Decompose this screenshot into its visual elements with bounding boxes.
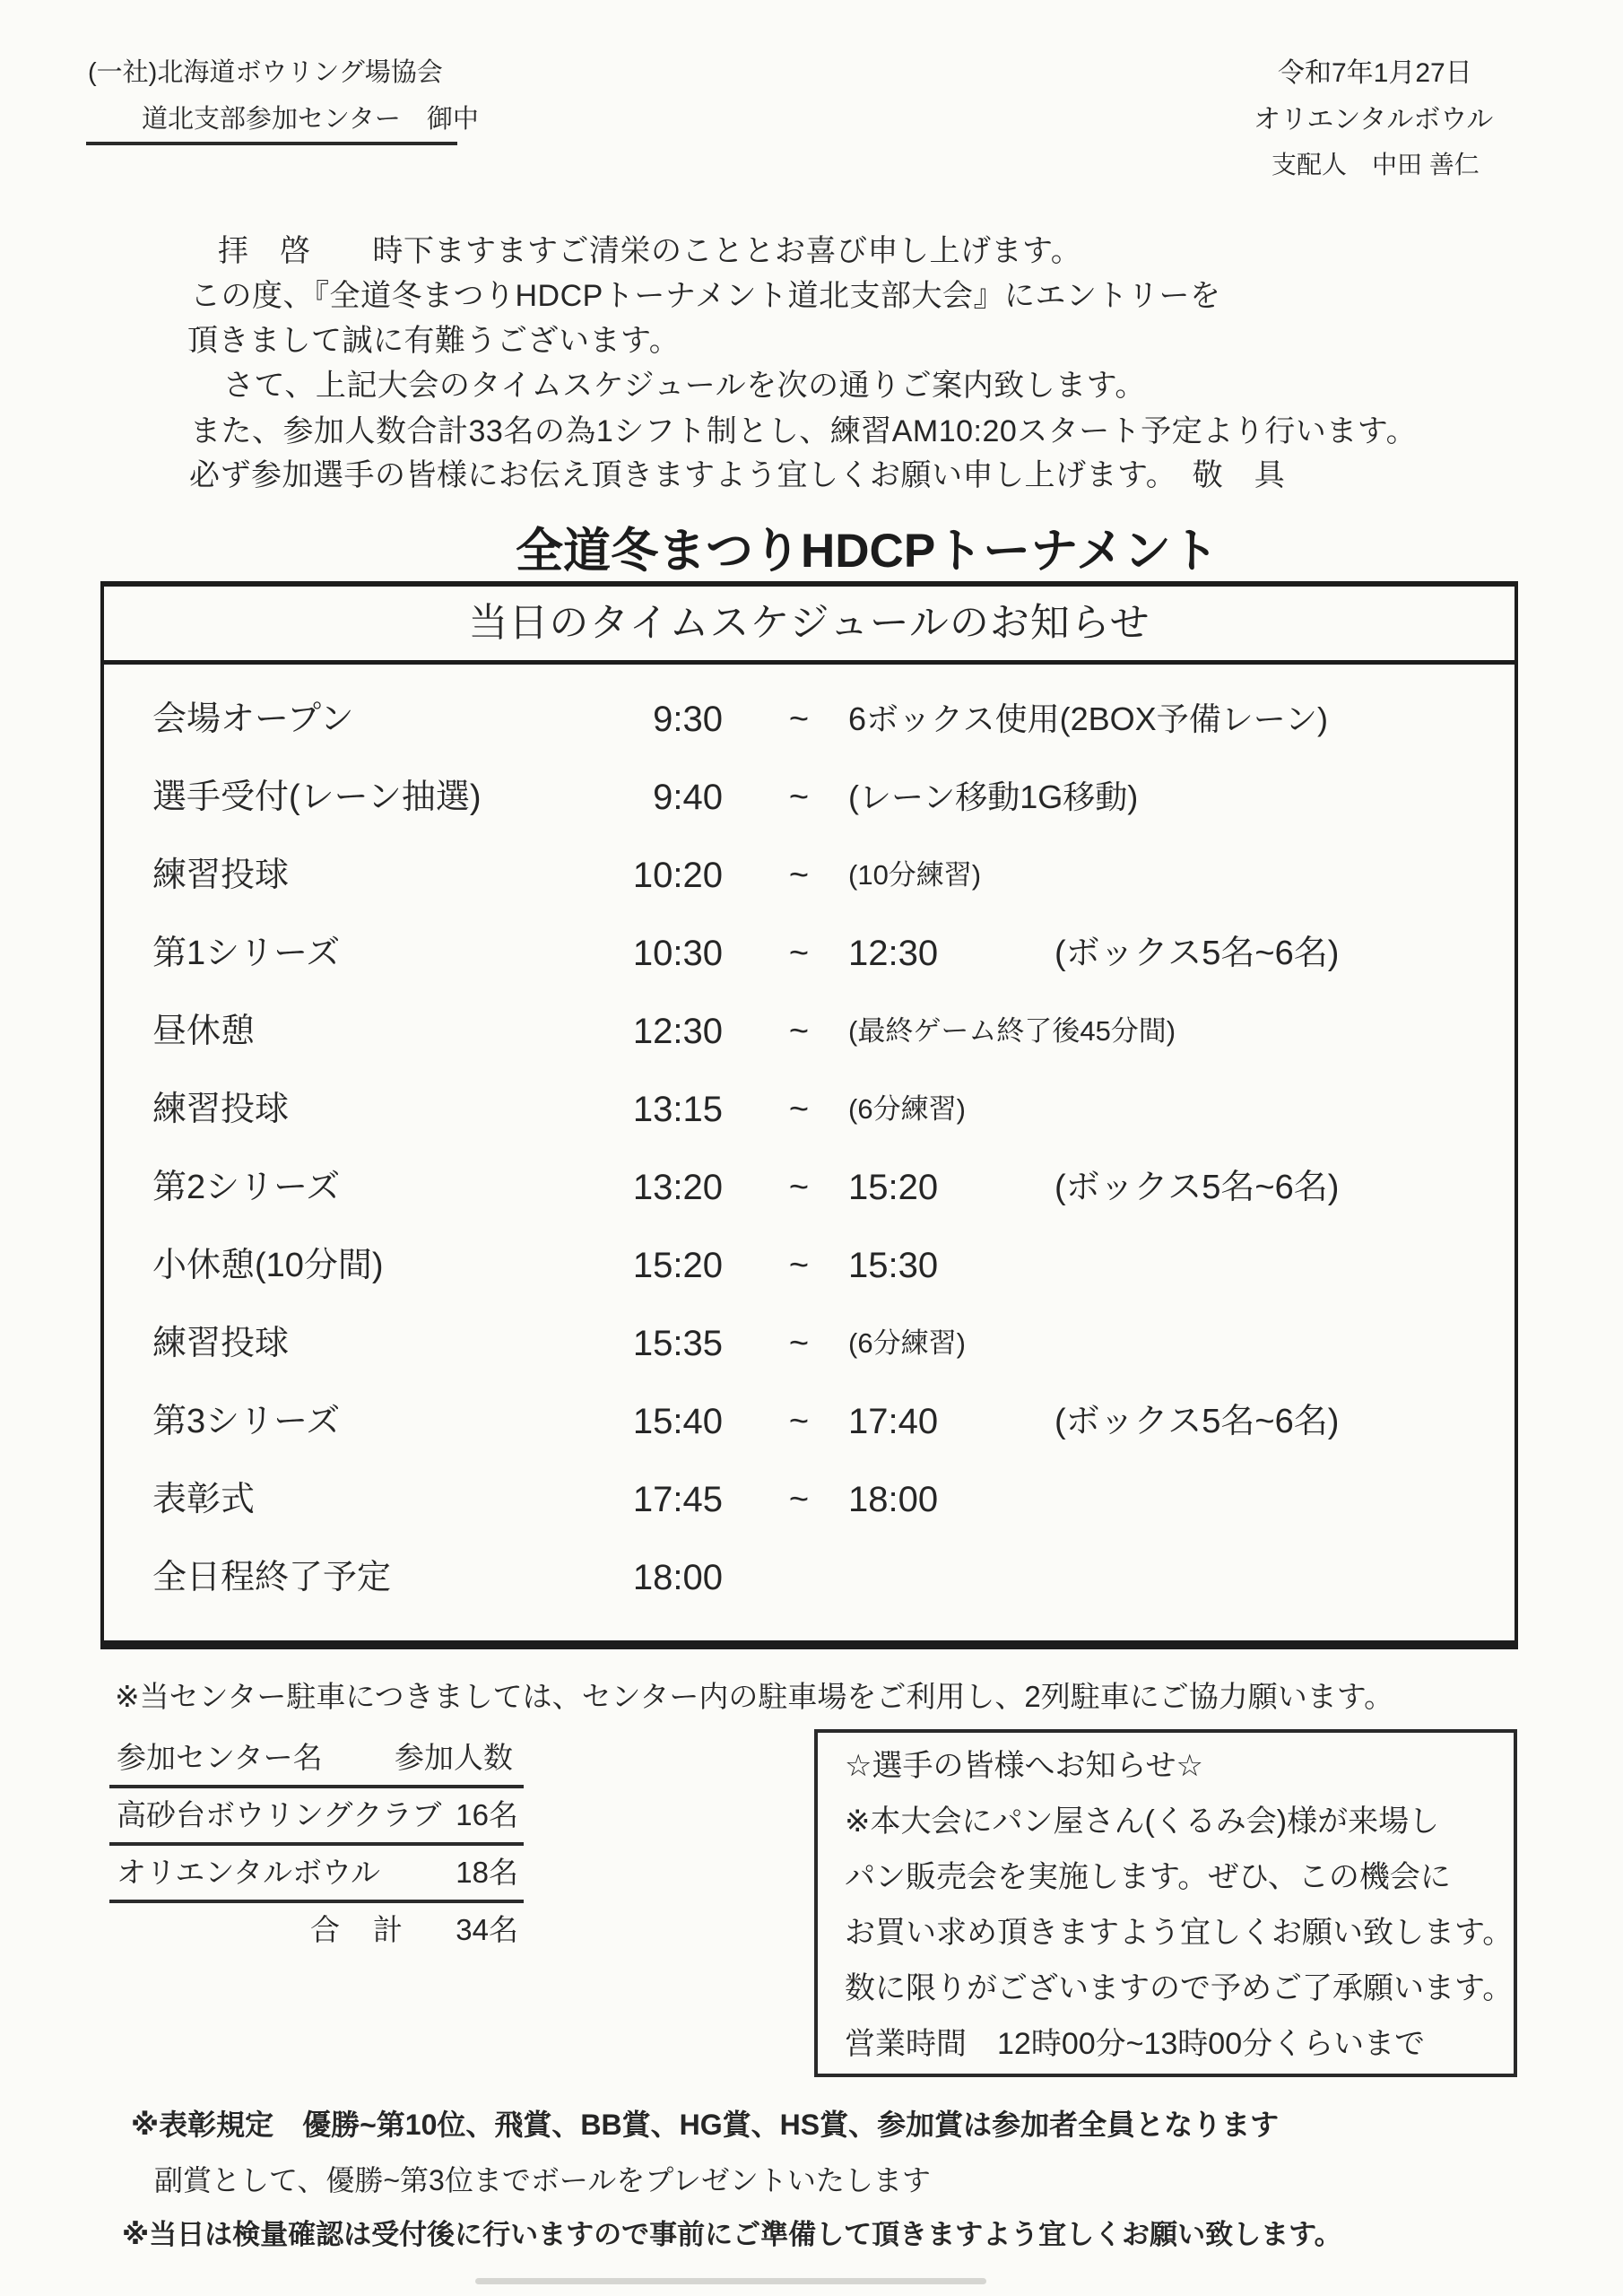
participants-row [109, 1846, 524, 1903]
schedule-label: 第1シリーズ [152, 935, 341, 972]
recipient-underline [86, 142, 457, 145]
notice-line: 数に限りがございますので予めご了承願います。 [845, 1971, 1514, 2005]
notice-business-hours: 営業時間 12時00分~13時00分くらいまで [845, 2027, 1426, 2061]
extra-prize-note: 副賞として、優勝~第3位までボールをプレゼントいたします [154, 2164, 931, 2196]
schedule-label: 全日程終了予定 [152, 1559, 392, 1596]
schedule-start-time: 13:20 [632, 1168, 723, 1207]
schedule-label: 表彰式 [152, 1481, 256, 1518]
schedule-row [104, 1166, 1515, 1209]
notice-line: パン販売会を実施します。ぜひ、この機会に [845, 1860, 1451, 1894]
schedule-row [104, 1322, 1515, 1365]
schedule-box-note: (ボックス5名~6名) [1055, 1403, 1340, 1440]
schedule-start-time: 10:30 [632, 934, 723, 973]
schedule-note: (レーン移動1G移動) [848, 778, 1139, 815]
players-notice-box [814, 1729, 1517, 2077]
scan-smudge-artifact [475, 2278, 986, 2284]
center-name: オリエンタルボウル [117, 1856, 381, 1889]
participants-table [109, 1731, 524, 1957]
schedule-label: 選手受付(レーン抽選) [152, 778, 482, 816]
schedule-label: 第3シリーズ [152, 1403, 341, 1440]
letter-line-1: 拝 啓 時下ますますご清栄のこととお喜び申し上げます。 [218, 234, 1082, 268]
schedule-label: 練習投球 [152, 1091, 290, 1128]
schedule-note: (最終ゲーム終了後45分間) [848, 1015, 1176, 1047]
participants-header-row [109, 1731, 524, 1788]
schedule-end-time: 15:30 [848, 1246, 939, 1285]
schedule-label: 小休憩(10分間) [152, 1247, 384, 1284]
schedule-note: (10分練習) [848, 859, 982, 891]
schedule-start-time: 18:00 [632, 1558, 723, 1597]
tilde-symbol: ~ [788, 1403, 810, 1440]
schedule-start-time: 9:40 [653, 778, 723, 817]
tilde-symbol: ~ [788, 700, 810, 738]
schedule-row [104, 776, 1515, 819]
tilde-symbol: ~ [788, 1169, 810, 1206]
notice-line: ※本大会にパン屋さん(くるみ会)様が来場し [845, 1805, 1440, 1839]
recipient-org: (一社)北海道ボウリング場協会 [88, 58, 443, 87]
center-name: 高砂台ボウリングクラブ [117, 1798, 442, 1831]
schedule-label: 第2シリーズ [152, 1169, 341, 1206]
tilde-symbol: ~ [788, 1325, 810, 1362]
schedule-box [100, 581, 1518, 1649]
notice-line: お買い求め頂きますよう宜しくお願い致します。 [845, 1916, 1514, 1950]
tilde-symbol: ~ [788, 1091, 810, 1128]
letter-line-4: さて、上記大会のタイムスケジュールを次の通りご案内致します。 [223, 369, 1146, 403]
column-header-center: 参加センター名 [117, 1741, 323, 1774]
schedule-box-note: (ボックス5名~6名) [1055, 1169, 1340, 1206]
letter-line-5: また、参加人数合計33名の為1シフト制とし、練習AM10:20スタート予定より行います。 [190, 414, 1418, 448]
schedule-start-time: 13:15 [632, 1090, 723, 1129]
letter-line-6: 必ず参加選手の皆様にお伝え頂きますよう宜しくお願い申し上げます。 敬 具 [189, 458, 1286, 492]
schedule-row [104, 1556, 1515, 1599]
schedule-start-time: 12:30 [632, 1012, 723, 1051]
tilde-symbol: ~ [788, 1013, 810, 1050]
schedule-end-time: 17:40 [848, 1402, 939, 1441]
schedule-row [104, 698, 1515, 741]
parking-note: ※当センター駐車につきましては、センター内の駐車場をご利用し、2列駐車にご協力願います。 [115, 1680, 1394, 1713]
schedule-note: (6分練習) [848, 1327, 966, 1359]
recipient-branch: 道北支部参加センター 御中 [142, 105, 479, 134]
notice-title: ☆選手の皆様へお知らせ☆ [845, 1749, 1203, 1783]
tilde-symbol: ~ [788, 778, 810, 816]
sender-center: オリエンタルボウル [1254, 105, 1494, 135]
award-rule-note: ※表彰規定 優勝~第10位、飛賞、BB賞、HG賞、HS賞、参加賞は参加者全員となります [131, 2109, 1280, 2141]
schedule-note: (6分練習) [848, 1093, 966, 1125]
tilde-symbol: ~ [788, 1481, 810, 1518]
schedule-row [104, 1244, 1515, 1287]
schedule-row [104, 1400, 1515, 1443]
schedule-box-title: 当日のタイムスケジュールのお知らせ [104, 587, 1515, 665]
total-count: 34名 [456, 1913, 518, 1946]
schedule-start-time: 9:30 [653, 700, 723, 739]
schedule-end-time: 12:30 [848, 934, 939, 973]
participants-row [109, 1788, 524, 1846]
schedule-row [104, 1478, 1515, 1521]
schedule-label: 練習投球 [152, 1325, 290, 1362]
schedule-note: 6ボックス使用(2BOX予備レーン) [848, 700, 1328, 737]
tilde-symbol: ~ [788, 1247, 810, 1284]
tournament-title: 全道冬まつりHDCPトーナメント [516, 525, 1219, 578]
schedule-row [104, 854, 1515, 897]
schedule-row [104, 1010, 1515, 1053]
tilde-symbol: ~ [788, 935, 810, 972]
schedule-start-time: 15:35 [632, 1324, 723, 1363]
participants-total-row [109, 1903, 524, 1957]
schedule-end-time: 18:00 [848, 1480, 939, 1519]
center-count: 18名 [456, 1856, 518, 1889]
schedule-row [104, 1088, 1515, 1131]
weighin-note: ※当日は検量確認は受付後に行いますので事前にご準備して頂きますよう宜しくお願い致します。 [122, 2219, 1342, 2250]
schedule-box-note: (ボックス5名~6名) [1055, 935, 1340, 972]
center-count: 16名 [456, 1798, 518, 1831]
letter-line-2: この度、『全道冬まつりHDCPトーナメント道北支部大会』にエントリーを [190, 279, 1221, 313]
schedule-label: 練習投球 [152, 857, 290, 894]
schedule-start-time: 10:20 [632, 856, 723, 895]
letter-line-3: 頂きまして誠に有難うございます。 [187, 324, 681, 358]
sender-manager: 支配人 中田 善仁 [1271, 151, 1480, 178]
schedule-start-time: 15:40 [632, 1402, 723, 1441]
schedule-label: 会場オープン [152, 700, 354, 738]
tilde-symbol: ~ [788, 857, 810, 894]
schedule-start-time: 15:20 [632, 1246, 723, 1285]
document-date: 令和7年1月27日 [1278, 58, 1472, 88]
total-label: 合 計 [310, 1913, 404, 1946]
schedule-end-time: 15:20 [848, 1168, 939, 1207]
schedule-label: 昼休憩 [152, 1013, 256, 1050]
schedule-start-time: 17:45 [632, 1480, 723, 1519]
schedule-row [104, 932, 1515, 975]
column-header-count: 参加人数 [395, 1741, 513, 1774]
